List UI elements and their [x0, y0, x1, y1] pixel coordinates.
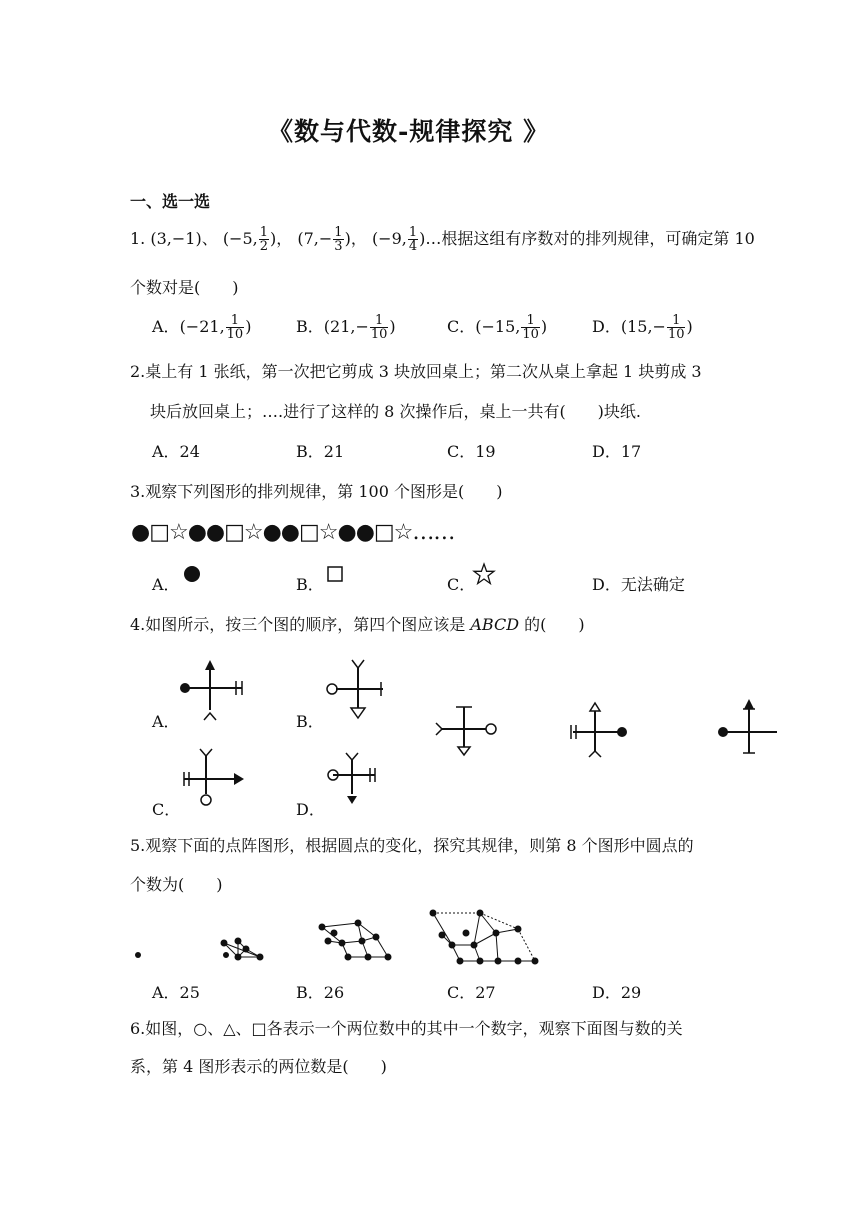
q1-pair-1: (3,−1)、: [150, 229, 218, 248]
q5-option-b[interactable]: B．26: [296, 983, 345, 1002]
question-6-line-2: 系，第 4 图形表示的两位数是( ): [130, 1057, 387, 1076]
q2-option-d[interactable]: D．17: [592, 442, 642, 461]
q3-option-b[interactable]: B．: [296, 575, 324, 594]
q4-option-b[interactable]: B．: [296, 712, 324, 731]
q1-option-b[interactable]: B．(21,− $\frac{1}{10}$ ): [296, 313, 396, 342]
q4-option-d[interactable]: D．: [296, 800, 325, 819]
q2-option-a[interactable]: A．24: [152, 442, 200, 461]
q3-option-c[interactable]: C．: [447, 575, 476, 594]
question-2-line-2: 块后放回桌上；….进行了这样的 8 次操作后，桌上一共有( )块纸.: [150, 402, 642, 421]
q1-option-a[interactable]: A．(−21, $\frac{1}{10}$ ): [152, 313, 252, 342]
dot-pattern-figures: [130, 905, 550, 969]
q4-figure-b: [323, 658, 393, 722]
q2-option-c[interactable]: C．19: [447, 442, 496, 461]
question-4-line-1: 4.如图所示，按三个图的顺序，第四个图应该是 ABCD 的( ): [130, 615, 585, 634]
question-6-line-1: 6.如图，○、△、□各表示一个两位数中的其中一个数字，观察下面图与数的关: [130, 1019, 683, 1038]
q4-figure-d: [323, 752, 389, 808]
question-1-line-2: 个数对是( ): [130, 278, 239, 297]
q4-figure-a: [176, 658, 252, 724]
q1-text: …根据这组有序数对的排列规律，可确定第 10: [425, 229, 755, 248]
question-2-line-1: 2.桌上有 1 张纸，第一次把它剪成 3 块放回桌上；第二次从桌上拿起 1 块剪成 3: [130, 362, 702, 381]
q4-sequence-figure-2: [567, 701, 633, 759]
q1-pair-4: (−9, $\frac{1}{4}$ ): [371, 225, 426, 254]
q5-option-a[interactable]: A．25: [152, 983, 200, 1002]
star-icon: [473, 563, 495, 585]
q5-option-d[interactable]: D．29: [592, 983, 642, 1002]
square-icon: [326, 565, 346, 585]
section-heading: 一、选一选: [130, 192, 211, 211]
q4-option-a[interactable]: A．: [152, 712, 180, 731]
q1-number: 1.: [130, 229, 146, 248]
q1-option-d[interactable]: D．(15,− $\frac{1}{10}$ ): [592, 313, 693, 342]
q1-pair-3: (7,− $\frac{1}{3}$ )，: [297, 225, 367, 254]
q1-option-c[interactable]: C．(−15, $\frac{1}{10}$ ): [447, 313, 548, 342]
q4-sequence-figure-1: [434, 703, 500, 759]
q4-figure-c: [180, 748, 254, 810]
q1-pair-2: (−5, $\frac{1}{2}$ )，: [222, 225, 293, 254]
question-1-line-1: [130, 226, 755, 253]
q2-option-b[interactable]: B．21: [296, 442, 345, 461]
question-3-line-1: 3.观察下列图形的排列规律，第 100 个图形是( ): [130, 482, 503, 501]
filled-circle-icon: [182, 565, 202, 585]
q3-option-d[interactable]: D．无法确定: [592, 575, 685, 594]
question-5-line-1: 5.观察下面的点阵图形，根据圆点的变化，探究其规律，则第 8 个图形中圆点的: [130, 836, 694, 855]
question-5-line-2: 个数为( ): [130, 875, 223, 894]
q4-sequence-figure-3: [713, 697, 781, 759]
q5-option-c[interactable]: C．27: [447, 983, 496, 1002]
shape-sequence: ●□☆●●□☆●●□☆●●□☆……: [131, 520, 455, 545]
q3-option-a[interactable]: A．: [152, 575, 180, 594]
page-title: 《数与代数-规律探究 》: [268, 117, 550, 146]
q4-option-c[interactable]: C．: [152, 800, 181, 819]
